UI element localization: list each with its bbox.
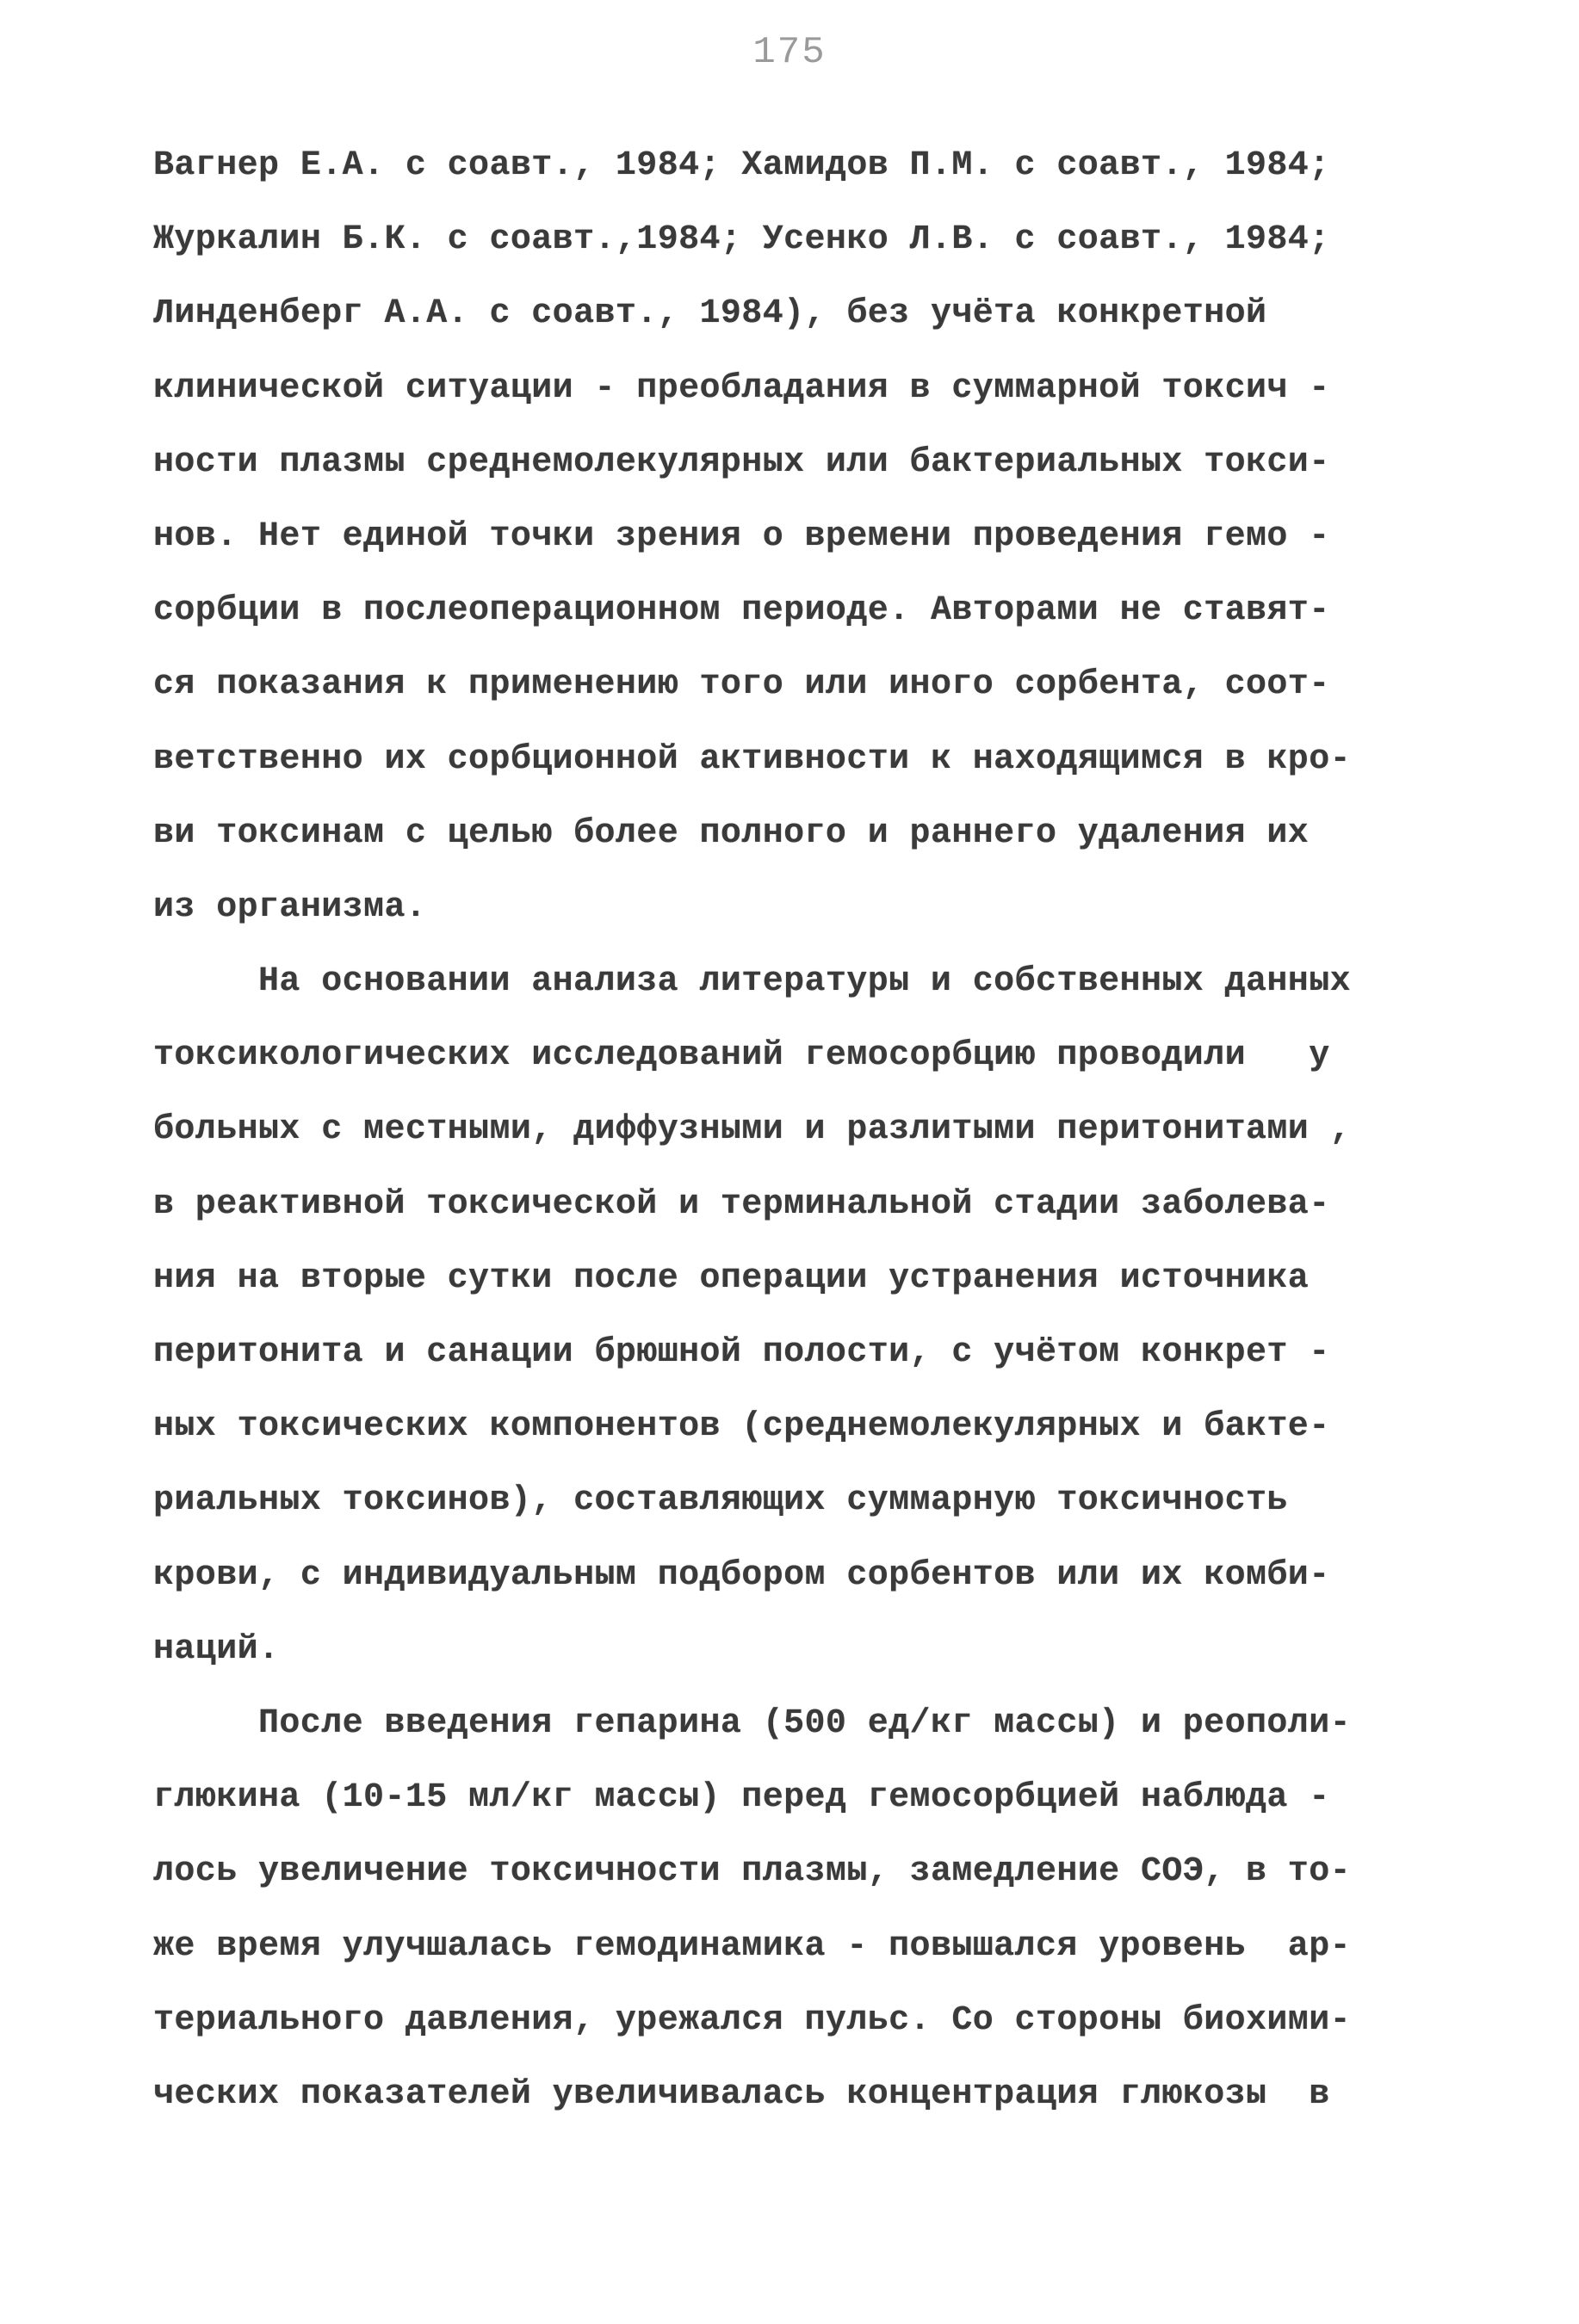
text-line: сорбции в послеоперационном периоде. Авторами не ставят- bbox=[153, 591, 1330, 631]
text-line: клинической ситуации - преобладания в суммарной токсич - bbox=[153, 368, 1330, 408]
text-line: ных токсических компонентов (среднемолекулярных и бакте- bbox=[153, 1407, 1330, 1447]
text-line: ветственно их сорбционной активности к находящимся в кро- bbox=[153, 739, 1352, 779]
text-line: в реактивной токсической и терминальной стадии заболева- bbox=[153, 1184, 1330, 1224]
text-line: ви токсинам с целью более полного и раннего удаления их bbox=[153, 813, 1310, 853]
text-line: нов. Нет единой точки зрения о времени проведения гемо - bbox=[153, 516, 1330, 556]
text-line: ческих показателей увеличивалась концентрация глюкозы в bbox=[153, 2074, 1330, 2114]
text-line: крови, с индивидуальным подбором сорбентов или их комби- bbox=[153, 1555, 1330, 1595]
text-line: Вагнер Е.А. с соавт., 1984; Хамидов П.М. с соавт., 1984; bbox=[153, 146, 1330, 185]
text-line: Линденберг А.А. с соавт., 1984), без учёта конкретной bbox=[153, 294, 1267, 334]
text-line: На основании анализа литературы и собственных данных bbox=[258, 962, 1352, 1002]
text-line: же время улучшалась гемодинамика - повышался уровень ар- bbox=[153, 1926, 1352, 1966]
text-line: ности плазмы среднемолекулярных или бактериальных токси- bbox=[153, 442, 1330, 482]
text-line: наций. bbox=[153, 1629, 280, 1669]
text-line: больных с местными, диффузными и разлитыми перитонитами , bbox=[153, 1110, 1352, 1150]
text-line: токсикологических исследований гемосорбцию проводили у bbox=[153, 1036, 1330, 1076]
body-text bbox=[153, 129, 1419, 2132]
text-line: ся показания к применению того или иного сорбента, соот- bbox=[153, 665, 1330, 705]
text-line: териального давления, урежался пульс. Со стороны биохими- bbox=[153, 2000, 1352, 2040]
text-line: Журкалин Б.К. с соавт.,1984; Усенко Л.В. с соавт., 1984; bbox=[153, 220, 1330, 260]
text-line: перитонита и санации брюшной полости, с учётом конкрет - bbox=[153, 1333, 1330, 1372]
page-number: 175 bbox=[752, 31, 827, 74]
text-line: глюкина (10-15 мл/кг массы) перед гемосорбцией наблюда - bbox=[153, 1778, 1330, 1818]
text-line: риальных токсинов), составляющих суммарную токсичность bbox=[153, 1481, 1288, 1521]
text-line: ния на вторые сутки после операции устранения источника bbox=[153, 1258, 1310, 1298]
text-line: После введения гепарина (500 ед/кг массы) и реополи- bbox=[258, 1703, 1352, 1743]
text-line: из организма. bbox=[153, 887, 427, 927]
text-line: лось увеличение токсичности плазмы, замедление СОЭ, в то- bbox=[153, 1852, 1352, 1892]
